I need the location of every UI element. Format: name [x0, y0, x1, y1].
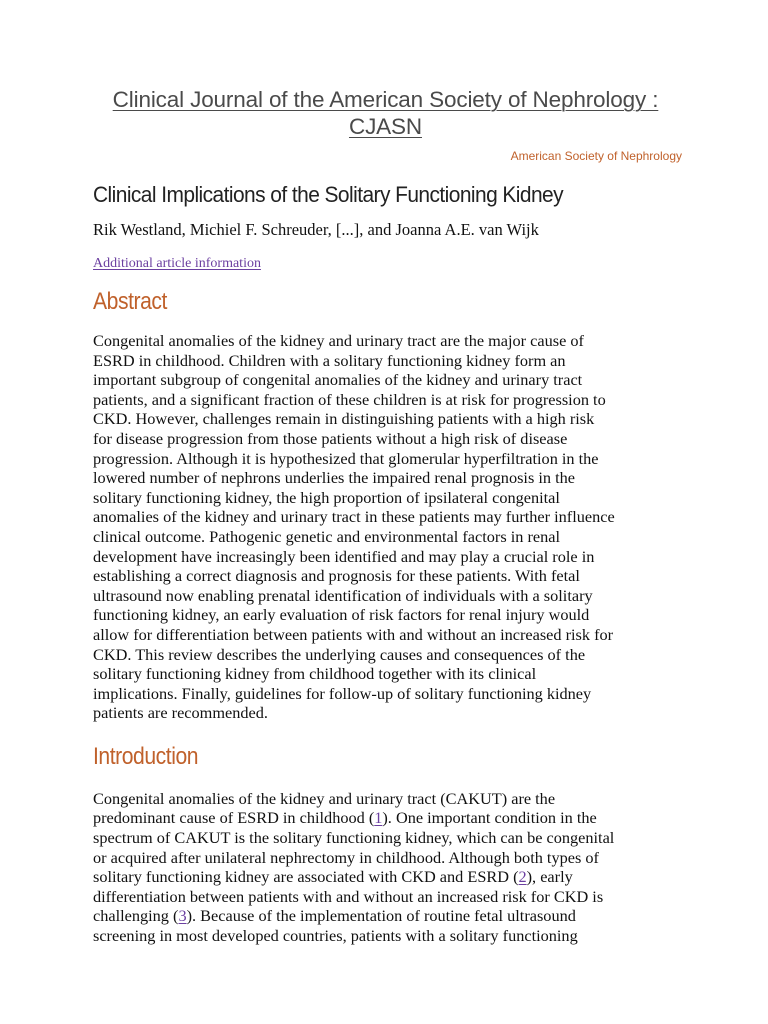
abstract-line: progression. Although it is hypothesized that glomerular hyperfiltration in the — [93, 448, 599, 468]
intro-text-segment: solitary functioning kidney are associated with CKD and ESRD ( — [93, 867, 519, 887]
abstract-line: patients are recommended. — [93, 703, 268, 723]
abstract-line: ultrasound now enabling prenatal identification of individuals with a solitary — [93, 585, 593, 605]
intro-line — [93, 906, 678, 926]
abstract-line: CKD. However, challenges remain in distinguishing patients with a high risk — [93, 409, 595, 429]
abstract-line: ESRD in childhood. Children with a solitary functioning kidney form an — [93, 350, 566, 370]
article-page — [93, 86, 682, 946]
abstract-line: important subgroup of congenital anomalies of the kidney and urinary tract — [93, 370, 583, 390]
abstract-heading: Abstract — [93, 288, 167, 315]
abstract-line: for disease progression from those patients without a high risk of disease — [93, 428, 568, 448]
intro-text-segment: ). Because of the implementation of routine fetal ultrasound — [186, 906, 576, 926]
abstract-line: patients, and a significant fraction of these children is at risk for progression to — [93, 389, 606, 409]
intro-line — [93, 867, 678, 887]
reference-link-2[interactable]: 2 — [518, 867, 527, 887]
article-title: Clinical Implications of the Solitary Functioning Kidney — [93, 182, 564, 207]
article-authors: Rik Westland, Michiel F. Schreuder, [...], and Joanna A.E. van Wijk — [93, 220, 539, 239]
publisher-name: American Society of Nephrology — [510, 149, 682, 163]
intro-text-segment: ), early — [526, 867, 573, 887]
abstract-line: allow for differentiation between patients with and without an increased risk for — [93, 624, 614, 644]
intro-line: Congenital anomalies of the kidney and urinary tract (CAKUT) are the — [93, 788, 556, 808]
intro-text-segment: predominant cause of ESRD in childhood ( — [93, 808, 375, 828]
abstract-line: implications. Finally, guidelines for follow-up of solitary functioning kidney — [93, 683, 592, 703]
abstract-text — [93, 331, 678, 723]
intro-line — [93, 808, 678, 828]
abstract-line: clinical outcome. Pathogenic genetic and environmental factors in renal — [93, 526, 561, 546]
abstract-line: solitary functioning kidney from childhood together with its clinical — [93, 664, 537, 684]
abstract-line: anomalies of the kidney and urinary tract in these patients may further influence — [93, 507, 615, 527]
abstract-line: development have increasingly been identified and may play a crucial role in — [93, 546, 595, 566]
intro-line: differentiation between patients with and without an increased risk for CKD is — [93, 886, 604, 906]
additional-article-info-link[interactable]: Additional article information — [93, 256, 261, 271]
intro-line: screening in most developed countries, patients with a solitary functioning — [93, 926, 578, 946]
introduction-text — [93, 789, 678, 946]
reference-link-1[interactable]: 1 — [374, 808, 383, 828]
abstract-line: functioning kidney, an early evaluation of risk factors for renal injury would — [93, 605, 590, 625]
intro-line: spectrum of CAKUT is the solitary functioning kidney, which can be congenital — [93, 828, 615, 848]
abstract-line: establishing a correct diagnosis and prognosis for these patients. With fetal — [93, 566, 580, 586]
introduction-heading: Introduction — [93, 742, 199, 770]
intro-line: or acquired after unilateral nephrectomy in childhood. Although both types of — [93, 847, 599, 867]
intro-text-segment: ). One important condition in the — [382, 808, 597, 828]
abstract-line: CKD. This review describes the underlying causes and consequences of the — [93, 644, 586, 664]
abstract-line: lowered number of nephrons underlies the impaired renal prognosis in the — [93, 468, 575, 488]
intro-text-segment: challenging ( — [93, 906, 179, 926]
abstract-line: solitary functioning kidney, the high proportion of ipsilateral congenital — [93, 487, 560, 507]
journal-title-link[interactable]: Clinical Journal of the American Society of Nephrology : CJASN — [112, 87, 659, 139]
reference-link-3[interactable]: 3 — [178, 906, 187, 926]
abstract-line: Congenital anomalies of the kidney and urinary tract are the major cause of — [93, 331, 584, 350]
